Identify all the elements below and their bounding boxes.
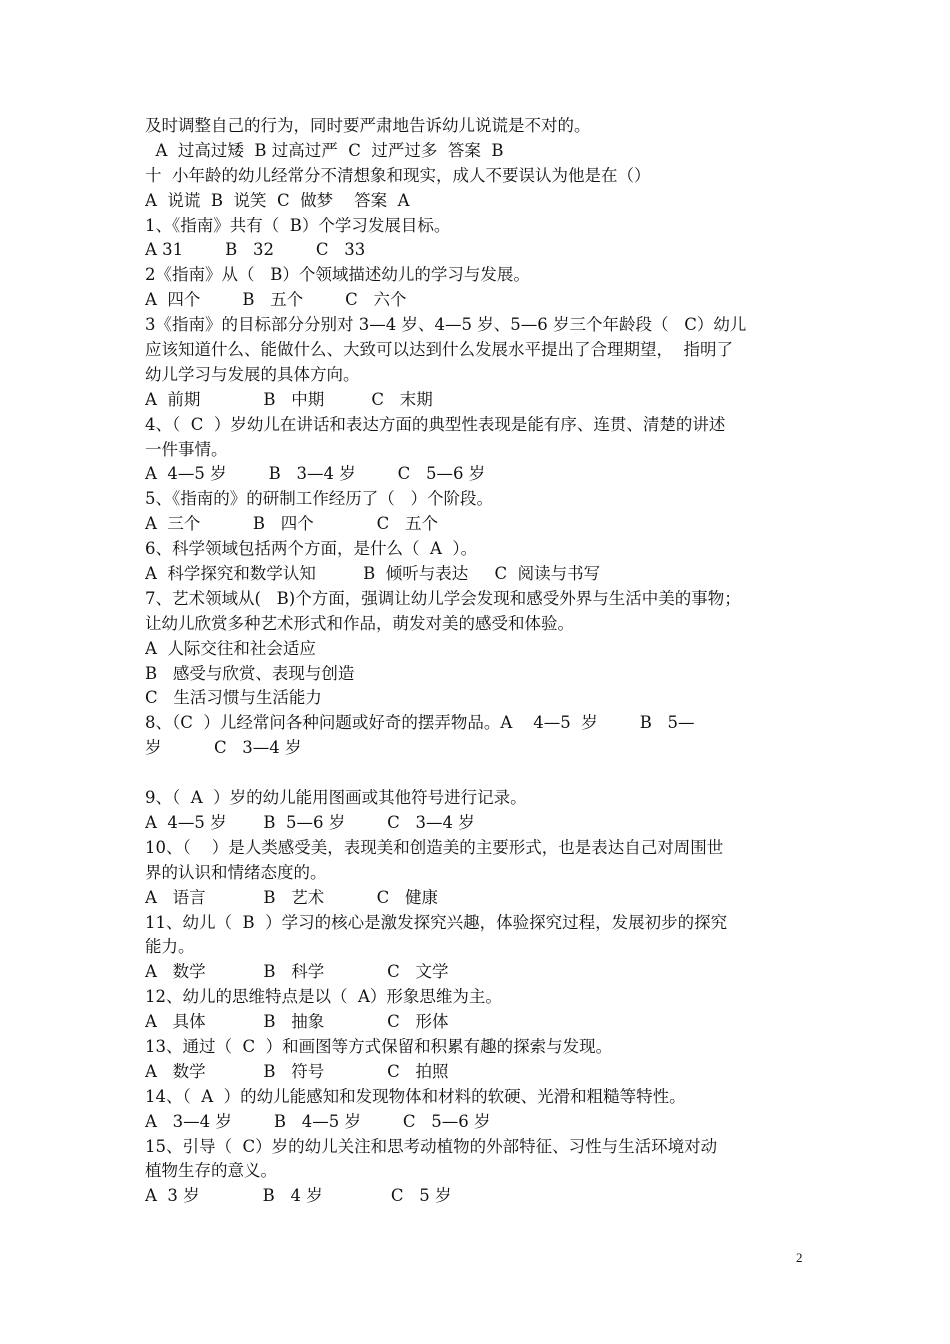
text-line: 14、（ A ）的幼儿能感知和发现物体和材料的软硬、光滑和粗糙等特性。 [145, 1086, 686, 1106]
text-line: 3《指南》的目标部分分别对 3—4 岁、4—5 岁、5—6 岁三个年龄段（ C）幼儿 [145, 315, 747, 335]
text-line: 1、《指南》共有（ B）个学习发展目标。 [145, 215, 451, 235]
text-line: 9、（ A ）岁的幼儿能用图画或其他符号进行记录。 [145, 788, 527, 808]
text-line: 界的认识和情绪态度的。 [145, 862, 327, 882]
text-line: 13、通过（ C ）和画图等方式保留和积累有趣的探索与发现。 [145, 1036, 613, 1056]
text-line: A 语言 B 艺术 C 健康 [145, 887, 439, 907]
text-line: A 4—5 岁 B 3—4 岁 C 5—6 岁 [145, 464, 486, 484]
text-line: A 四个 B 五个 C 六个 [145, 290, 407, 310]
text-line: 2《指南》从（ B）个领域描述幼儿的学习与发展。 [145, 265, 530, 285]
text-line: 12、幼儿的思维特点是以（ A）形象思维为主。 [145, 987, 502, 1007]
text-line: A 数学 B 符号 C 拍照 [145, 1061, 449, 1081]
text-line: A 三个 B 四个 C 五个 [145, 514, 439, 534]
text-line: 5、《指南的》的研制工作经历了（ ）个阶段。 [145, 489, 493, 509]
text-line: 十 小年龄的幼儿经常分不清想象和现实，成人不要误认为他是在（） [145, 165, 651, 185]
text-line: 11、幼儿（ B ）学习的核心是激发探究兴趣，体验探究过程，发展初步的探究 [145, 912, 728, 932]
text-line: 能力。 [145, 937, 195, 957]
text-line: A 过高过矮 B 过高过严 C 过严过多 答案 B [145, 140, 504, 160]
text-line: A 数学 B 科学 C 文学 [145, 962, 449, 982]
text-line: 让幼儿欣赏多种艺术形式和作品，萌发对美的感受和体验。 [145, 613, 574, 633]
text-line: 一件事情。 [145, 439, 228, 459]
text-line: 7、艺术领域从( B)个方面，强调让幼儿学会发现和感受外界与生活中美的事物； [145, 588, 741, 608]
text-line: 及时调整自己的行为，同时要严肃地告诉幼儿说谎是不对的。 [145, 116, 591, 135]
text-line: A 31 B 32 C 33 [145, 240, 366, 260]
document-body [145, 114, 810, 1209]
text-line: A 4—5 岁 B 5—6 岁 C 3—4 岁 [145, 812, 475, 832]
text-line: A 3—4 岁 B 4—5 岁 C 5—6 岁 [145, 1111, 491, 1131]
blank-line [145, 761, 810, 786]
text-line: A 3 岁 B 4 岁 C 5 岁 [145, 1186, 452, 1206]
text-line: B 感受与欣赏、表现与创造 [145, 663, 355, 683]
text-line: C 生活习惯与生活能力 [145, 688, 322, 708]
text-line: 8、（C ）儿经常问各种问题或好奇的摆弄物品。A 4—5 岁 B 5— [145, 713, 695, 733]
text-line: 4、（ C ）岁幼儿在讲话和表达方面的典型性表现是能有序、连贯、清楚的讲述 [145, 414, 726, 434]
text-line: A 说谎 B 说笑 C 做梦 答案 A [145, 190, 410, 210]
text-line: 岁 C 3—4 岁 [145, 738, 302, 758]
text-line: 15、引导（ C）岁的幼儿关注和思考动植物的外部特征、习性与生活环境对动 [145, 1136, 718, 1156]
text-line: 植物生存的意义。 [145, 1161, 277, 1181]
page-number: 2 [796, 1250, 803, 1265]
text-line: A 科学探究和数学认知 B 倾听与表达 C 阅读与书写 [145, 564, 601, 584]
text-line: A 具体 B 抽象 C 形体 [145, 1012, 449, 1032]
text-line: A 人际交往和社会适应 [145, 638, 316, 658]
text-line: 6、科学领域包括两个方面，是什么（ A ）。 [145, 539, 478, 559]
text-line: A 前期 B 中期 C 末期 [145, 389, 433, 409]
text-line: 10、（ ）是人类感受美，表现美和创造美的主要形式，也是表达自己对周围世 [145, 837, 724, 857]
text-line: 应该知道什么、能做什么、大致可以达到什么发展水平提出了合理期望， 指明了 [145, 340, 733, 360]
text-line: 幼儿学习与发展的具体方向。 [145, 364, 360, 384]
